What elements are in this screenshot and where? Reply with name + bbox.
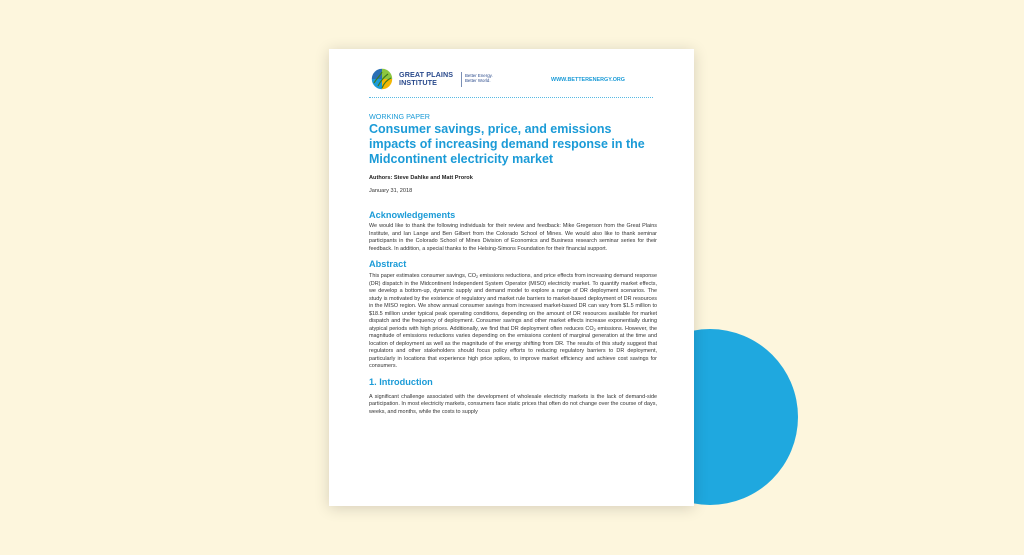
document-page [329, 49, 694, 506]
abstract-text-part3: emissions. However, the magnitude of emissions reductions varies depending on the emissions content of marginal generation at the time and location of deployment as well as the magnitude of the energy shifting from DR. The results of this study suggest that regulators and other stakeholders should focus policy efforts to reducing regulatory barriers to DR deployment, particularly in locations that experience high price spikes, to improve market efficiency and achieve cost savings for consumers. [369, 325, 657, 370]
org-name-line2: INSTITUTE [399, 77, 438, 87]
authors-line: Authors: Steve Dahlke and Matt Prorok [369, 175, 473, 181]
paper-title: Consumer savings, price, and emissions impacts of increasing demand response in the Midcontinent electricity market [369, 122, 645, 166]
introduction-heading: 1. Introduction [369, 376, 433, 387]
abstract-heading: Abstract [369, 259, 407, 270]
co2-subscript: 2 [593, 327, 596, 332]
document-body [369, 112, 657, 416]
tagline-line1: Better Energy. [465, 73, 493, 78]
introduction-text: A significant challenge associated with the development of wholesale electricity markets is the lack of demand-side participation. In most electricity markets, consumers face static prices that often do not change over the course of days, weeks, and months, while the costs to supply [369, 393, 657, 415]
acknowledgements-text: We would like to thank the following individuals for their review and feedback: Mike Gregerson from the Great Plains Institute, and Ian Lange and Ben Gilbert from the Colorado School of Mines. We would also like to thank seminar participants in the Colorado School of Mines Division of Economics and Business research seminar series for their feedback. In addition, a special thanks to the Helsing-Simons Foundation for their financial support. [369, 223, 657, 252]
publication-date: January 31, 2018 [369, 188, 413, 194]
org-name [399, 71, 459, 86]
co2-subscript: 2 [476, 275, 479, 280]
abstract-text-part2: emissions reductions, and price effects from increasing demand response (DR) dispatch in the Midcontinent Independent System Operator (MISO) electricity market. To quantify market effects, we develop a bottom-up, dynamic supply and demand model to explore a range of DR deployment scenarios. The study is motivated by the existence of regulatory and market rule barriers to market-based deployment of DR resources in the MISO region. We show annual consumer savings from increased market-based DR can vary from $1.5 million to $18.5 million under typical peak operating conditions, depending on the amount of DR resources available for market dispatch and the frequency of deployment. Consumer savings and other market effects increase exponentially during atypical periods with high prices. Additionally, we find that DR deployment often reduces CO [369, 273, 658, 332]
acknowledgements-heading: Acknowledgements [369, 210, 456, 220]
website-link[interactable]: WWW.BETTERENERGY.ORG [551, 77, 625, 83]
tagline [465, 73, 493, 84]
header-divider-line [369, 97, 653, 98]
abstract-text-part1: This paper estimates consumer savings, CO [369, 273, 477, 280]
great-plains-globe-logo-icon [371, 68, 393, 90]
header-divider [461, 72, 462, 87]
page-header [371, 68, 655, 98]
tagline-line2: Better World. [465, 78, 491, 84]
paper-type-label: WORKING PAPER [369, 112, 430, 121]
abstract-text [369, 273, 657, 371]
org-name-line1: GREAT PLAINS [399, 70, 454, 79]
